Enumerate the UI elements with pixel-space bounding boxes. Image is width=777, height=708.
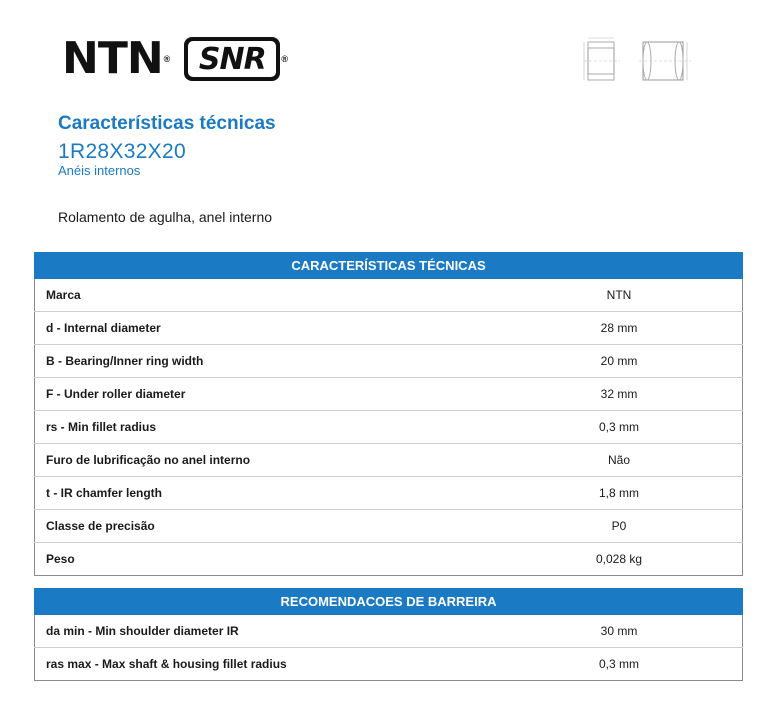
ntn-registered-mark: ® <box>163 54 171 64</box>
table-row <box>35 411 743 444</box>
row-value: 0,028 kg <box>396 543 743 576</box>
table-row <box>35 648 743 681</box>
table-header: CARACTERÍSTICAS TÉCNICAS <box>35 253 743 279</box>
snr-logo-text: SNR <box>198 41 266 77</box>
table-row <box>35 543 743 576</box>
table-header: RECOMENDACOES DE BARREIRA <box>35 589 743 615</box>
row-label: F - Under roller diameter <box>35 378 397 411</box>
row-value: 0,3 mm <box>396 648 743 681</box>
table-row <box>35 615 743 648</box>
row-label: d - Internal diameter <box>35 312 397 345</box>
row-value: NTN <box>396 279 743 312</box>
table-row <box>35 477 743 510</box>
row-value: P0 <box>396 510 743 543</box>
product-description: Rolamento de agulha, anel interno <box>58 209 273 225</box>
bearing-section-diagram-icon <box>580 36 624 86</box>
page-title: Características técnicas <box>58 113 276 134</box>
table-row <box>35 444 743 477</box>
snr-logo <box>184 37 280 81</box>
row-label: Peso <box>35 543 397 576</box>
row-value: 1,8 mm <box>396 477 743 510</box>
technical-specs-table <box>34 252 743 576</box>
barrier-recommendations-table <box>34 588 743 681</box>
row-label: ras max - Max shaft & housing fillet radius <box>35 648 397 681</box>
snr-registered-mark: ® <box>281 54 288 64</box>
row-value: 30 mm <box>396 615 743 648</box>
table-row <box>35 312 743 345</box>
row-label: B - Bearing/Inner ring width <box>35 345 397 378</box>
table-row <box>35 279 743 312</box>
row-label: Classe de precisão <box>35 510 397 543</box>
row-label: Furo de lubrificação no anel interno <box>35 444 397 477</box>
row-label: da min - Min shoulder diameter IR <box>35 615 397 648</box>
row-value: Não <box>396 444 743 477</box>
product-reference: 1R28X32X20 <box>58 140 186 163</box>
product-category: Anéis internos <box>58 163 141 178</box>
row-value: 20 mm <box>396 345 743 378</box>
row-value: 32 mm <box>396 378 743 411</box>
bearing-side-diagram-icon <box>637 36 693 86</box>
row-value: 0,3 mm <box>396 411 743 444</box>
ntn-logo: NTN <box>62 33 163 84</box>
table-row <box>35 345 743 378</box>
row-value: 28 mm <box>396 312 743 345</box>
row-label: t - IR chamfer length <box>35 477 397 510</box>
row-label: rs - Min fillet radius <box>35 411 397 444</box>
table-row <box>35 510 743 543</box>
table-row <box>35 378 743 411</box>
row-label: Marca <box>35 279 397 312</box>
brand-logos <box>62 33 288 84</box>
